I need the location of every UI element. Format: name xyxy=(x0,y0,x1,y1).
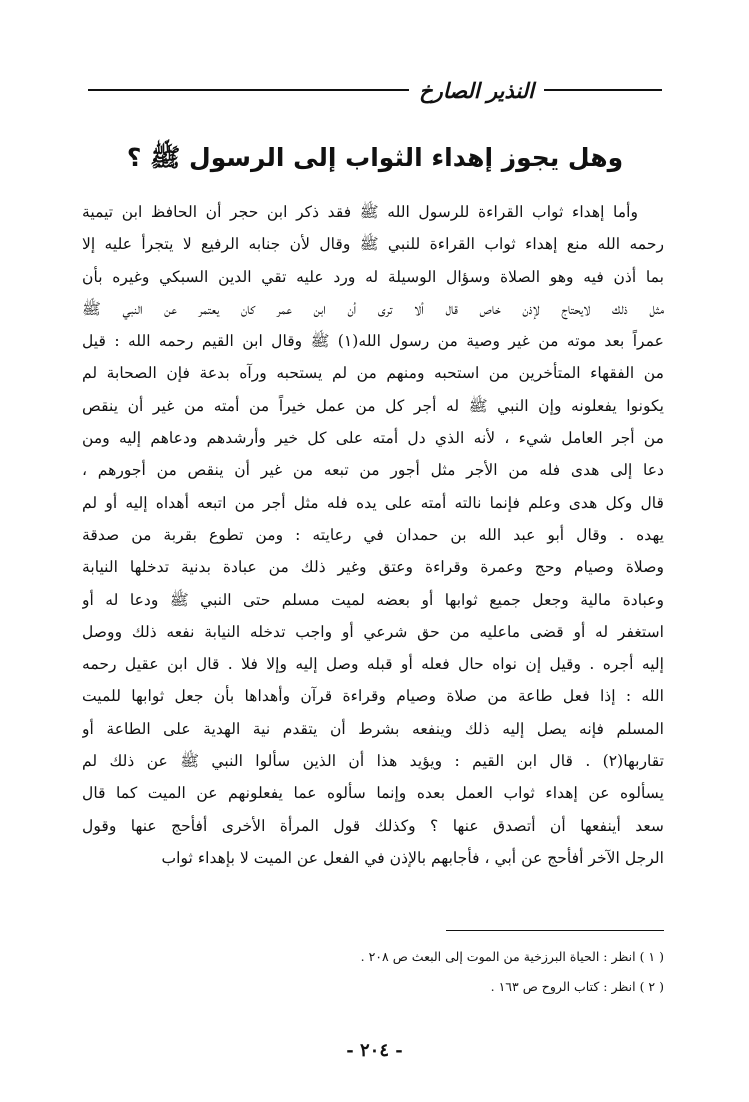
header-rule-left xyxy=(88,89,409,91)
text-line: دعا إلى هدى فله من الأجر مثل أجور من تبعه من غير أن ينقص من أجورهم ، xyxy=(82,461,664,480)
text-line: قال وكل هدى وعلم فإنما نالته أمته على يده فله مثل أجر من اتبعه أهداه إليه أو لم xyxy=(82,493,664,512)
text-line: تقاربها(٢) . قال ابن القيم : ويؤيد هذا أن الذين سألوا النبي ﷺ عن ذلك لم xyxy=(82,752,664,771)
header-rule-right xyxy=(544,89,662,91)
text-line: المسلم فإنه يصل إليه ذلك وينفعه بشرط أن يتقدم نية الهدية على الطاعة أو xyxy=(82,719,664,738)
text-line: استغفر له أو قضى ماعليه من حق شرعي أو واجب تدخله النيابة نفعه ذلك ووصل xyxy=(82,622,664,641)
text-line: رحمه الله منع إهداء ثواب القراءة للنبي ﷺ وقال لأن جنابه الرفيع لا يتجرأ عليه إلا xyxy=(82,235,664,254)
page-number: - ٢٠٤ - xyxy=(346,1040,403,1061)
running-header xyxy=(88,70,662,110)
text-line: يهده . وقال أبو عبد الله بن حمدان في رعايته : ومن تطوع بقربة من صدقة xyxy=(82,525,664,544)
text-line: وصلاة وصيام وحج وعمرة وقراءة وعتق وغير ذلك من عبادة بدنية تدخلها النيابة xyxy=(82,558,664,577)
footnote-1: ( ١ ) انظر : الحياة البرزخية من الموت إلى البعث ص ٢٠٨ . xyxy=(360,949,664,964)
text-line: الله : إذا فعل طاعة من صلاة وصيام وقراءة قرآن وأهداها بأن جعل ثوابها للميت xyxy=(82,687,664,706)
text-line: يكونوا يفعلونه وإن النبي ﷺ له أجر كل من عمل خيراً من أمته من غير أن ينقص xyxy=(82,396,664,415)
text-line: مثل ذلك لايحتاج لإذن خاص قال ألا ترى أن ابن عمر كان يعتمر عن النبي ﷺ xyxy=(82,299,664,318)
footnote-2: ( ٢ ) انظر : كتاب الروح ص ١٦٣ . xyxy=(490,979,664,994)
text-line: سعد أينفعها أن أتصدق عنها ؟ وكذلك قول المرأة الأخرى أفأحج عنها وقول xyxy=(82,816,664,835)
body-paragraph xyxy=(82,196,664,874)
footnote-rule xyxy=(446,930,664,931)
text-line: وعبادة مالية وجعل جميع ثوابها أو بعضه لميت مسلم حتى النبي ﷺ ودعا له أو xyxy=(82,590,664,609)
text-line: وأما إهداء ثواب القراءة للرسول الله ﷺ فقد ذكر ابن حجر أن الحافظ ابن تيمية xyxy=(82,203,638,221)
section-title: وهل يجوز إهداء الثواب إلى الرسول ﷺ ؟ xyxy=(126,143,624,172)
text-line: عمراً بعد موته من غير وصية من رسول الله(١) ﷺ وقال ابن القيم رحمه الله : قيل xyxy=(82,332,664,351)
text-line: الرجل الآخر أفأحج عن أبي ، فأجابهم بالإذن في الفعل عن الميت لا بإهداء ثواب xyxy=(161,848,664,867)
running-header-title: النذير الصارخ xyxy=(419,77,534,103)
text-line: من أجر العامل شيء ، لأنه الذي دل أمته على كل خير وأرشدهم ودعاهم إليه ومن xyxy=(82,429,664,448)
text-line: من الفقهاء المتأخرين من استحبه ومنهم من لم يستحبه ورآه بدعة فإن الصحابة لم xyxy=(82,364,664,383)
text-line: بما أذن فيه وهو الصلاة وسؤال الوسيلة له ورد عليه تقي الدين السبكي وغيره بأن xyxy=(82,267,664,286)
text-line: يسألوه عن إهداء ثواب العمل بعده وإنما سألوه عما يفعلونهم عن الميت كما قال xyxy=(82,784,664,803)
text-line: إليه أجره . وقيل إن نواه حال فعله أو قبله وصل إليه وإلا فلا . قال ابن عقيل رحمه xyxy=(82,655,664,674)
footnotes xyxy=(82,942,664,1002)
